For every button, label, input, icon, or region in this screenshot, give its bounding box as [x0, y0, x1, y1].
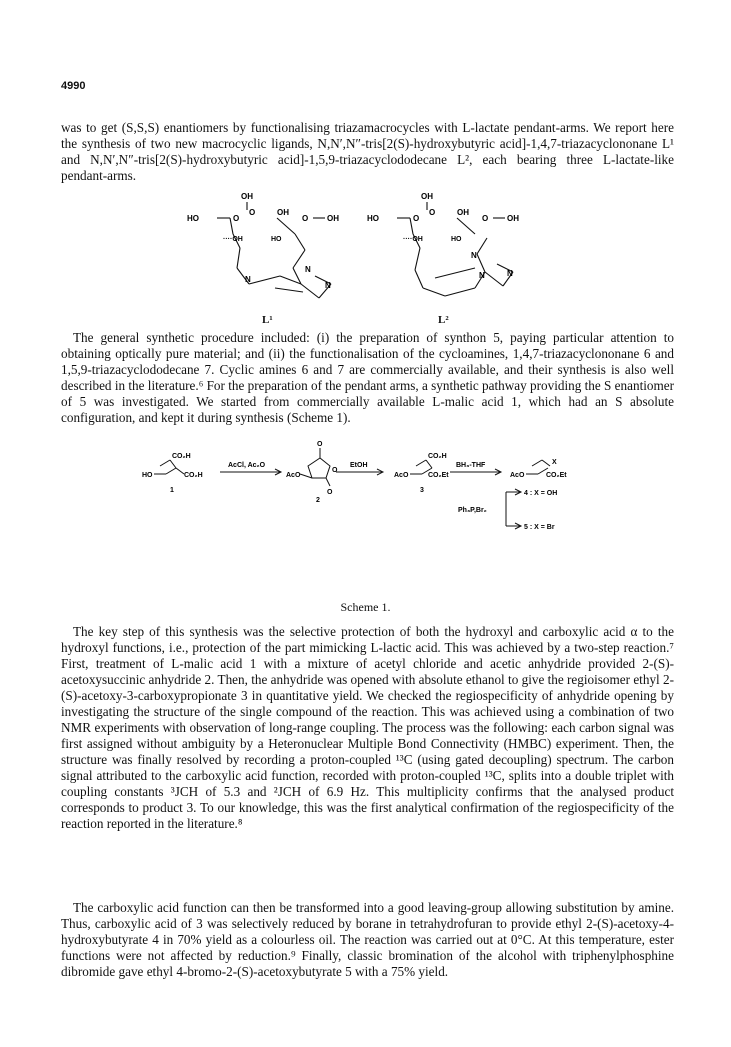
scheme-co2et-3: CO₂Et — [428, 472, 449, 479]
paragraph-reduction: The carboxylic acid function can then be transformed into a good leaving-group allowing substitution by amine. Thus, carboxylic acid of 3 was selectively reduced by borane in tetrahydrofuran to provide ethyl 2-(S)-acetoxy-4-hydroxybutyrate 4 in 70% yield as a colourless oil. The reaction was carried out at 0°C. At this temperature, ester functions were not affected by reduction.⁹ Finally, classic bromination of the alcohol with triphenylphosphine dibromide gave ethyl 4-bromo-2-(S)-acetoxybutyrate 5 with a 75% yield. — [61, 900, 674, 979]
l2-n3: N — [507, 269, 513, 278]
l1-ho-left: HO — [187, 214, 199, 223]
scheme-aco-4: AcO — [510, 472, 525, 479]
scheme-o-2c: O — [327, 489, 333, 496]
scheme-reagent-4: Ph₃P,Br₂ — [458, 507, 487, 514]
l2-o-mid: O — [429, 208, 436, 217]
scheme-aco-2: AcO — [286, 472, 301, 479]
paragraph-key-step: The key step of this synthesis was the selective protection of both the hydroxyl and carboxylic acid α to the hydroxyl functions, i.e., protection of the part mimicking L-lactic acid. This was achieved by a two-step reaction.⁷ First, treatment of L-malic acid 1 with a mixture of acetyl chloride and acetic anhydride provided 2-(S)-acetoxysuccinic anhydride 2. Then, the anhydride was opened with absolute ethanol to give the regioisomer ethyl 2-(S)-acetoxy-3-carboxypropionate 3 in quantitative yield. We checked the regiospecificity of anhydride opening by investigating the structure of the single compound of the reaction. This was achieved using a combination of two NMR experiments with observation of long-range coupling. The process was the following: each carbon signal was first assigned without ambiguity by a Heteronuclear Multiple Bond Connectivity (HMBC) experiment. Then, the structure was finally resolved by recording a proton-coupled ¹³C (using gated decoupling) spectrum. The carbon signal attributed to the carboxylic acid function, recorded with proton-coupled ¹³C, splits into a double triplet with coupling constants ³JCH of 5.3 and ²JCH of 6.9 Hz. This multiplicity confirms that the analysed product corresponds to product 3. To our knowledge, this was the first analytical confirmation of the regiospecificity of the reaction reported in the literature.⁸ — [61, 624, 674, 831]
l2-oh-top: OH — [421, 192, 433, 201]
l1-n2: N — [305, 265, 311, 274]
scheme-cmpd-2: 2 — [316, 497, 320, 504]
l2-oh-right: OH — [507, 214, 519, 223]
l2-oh-mid: OH — [457, 208, 469, 217]
l2-ho-wedge: HO — [451, 236, 462, 243]
l2-n2: N — [479, 271, 485, 280]
scheme-reagent-3: BH₃-THF — [456, 462, 486, 469]
l2-ho-left: HO — [367, 214, 379, 223]
ligand-l2-label: L² — [438, 314, 449, 326]
l1-oh-mid: OH — [277, 208, 289, 217]
scheme-caption: Scheme 1. — [340, 600, 391, 614]
l1-o-right: O — [302, 214, 309, 223]
l1-oh-right: OH — [327, 214, 339, 223]
l2-n1: N — [471, 251, 477, 260]
l2-o-left: O — [413, 214, 420, 223]
scheme-co2h-3: CO₂H — [428, 453, 447, 460]
scheme-cmpd-3: 3 — [420, 487, 424, 494]
ligand-l1-label: L¹ — [262, 314, 273, 326]
l1-o-left: O — [233, 214, 240, 223]
paragraph-intro: was to get (S,S,S) enantiomers by functionalising triazamacrocycles with L-lactate pendant-arms. We report here the synthesis of two new macrocyclic ligands, N,N′,N″-tris[2(S)-hydroxybutyric acid]-1,4,7-triazacyclononane L¹ and N,N′,N″-tris[2(S)-hydroxybutyric acid]-1,5,9-triazacyclododecane L², each bearing three L-lactate-like pendant-arms. — [61, 120, 674, 183]
l1-oh-wedge: ····OH — [223, 236, 243, 243]
scheme-co2h-1b: CO₂H — [184, 472, 203, 479]
scheme-o-2b: O — [332, 467, 338, 474]
scheme-cmpd-1: 1 — [170, 487, 174, 494]
l2-oh-wedge: ····OH — [403, 236, 423, 243]
ligand-l1-structure — [185, 188, 365, 318]
scheme-product-5: 5 : X = Br — [524, 524, 555, 531]
paragraph-procedure: The general synthetic procedure included: (i) the preparation of synthon 5, paying particular attention to obtaining optically pure material; and (ii) the functionalisation of the cycloamines, 1,4,7-triazacyclononane 6 and 1,5,9-triazacyclododecane 7. Cyclic amines 6 and 7 are commercially available, and their synthesis is also well described in the literature.⁶ For the preparation of the pendant arms, a synthetic pathway providing the S enantiomer of 5 was investigated. We started from commercially available L-malic acid 1, which had an S absolute configuration, and kept it during synthesis (Scheme 1). — [61, 330, 674, 425]
scheme-aco-3: AcO — [394, 472, 409, 479]
l1-ho-wedge: HO — [271, 236, 282, 243]
l2-o-right: O — [482, 214, 489, 223]
scheme-o-2a: O — [317, 441, 323, 448]
l1-oh-top: OH — [241, 192, 253, 201]
scheme-1 — [140, 440, 600, 585]
page-number: 4990 — [61, 80, 86, 92]
scheme-x: X — [552, 459, 557, 466]
l1-n1: N — [245, 275, 251, 284]
scheme-co2et-4: CO₂Et — [546, 472, 567, 479]
ligand-l2-structure — [365, 188, 545, 318]
l1-o-mid: O — [249, 208, 256, 217]
scheme-co2h-1: CO₂H — [172, 453, 191, 460]
scheme-product-4: 4 : X = OH — [524, 490, 558, 497]
scheme-reagent-1: AcCl, Ac₂O — [228, 462, 266, 469]
l1-n3: N — [325, 281, 331, 290]
scheme-ho-1: HO — [142, 472, 153, 479]
scheme-reagent-2: EtOH — [350, 462, 368, 469]
